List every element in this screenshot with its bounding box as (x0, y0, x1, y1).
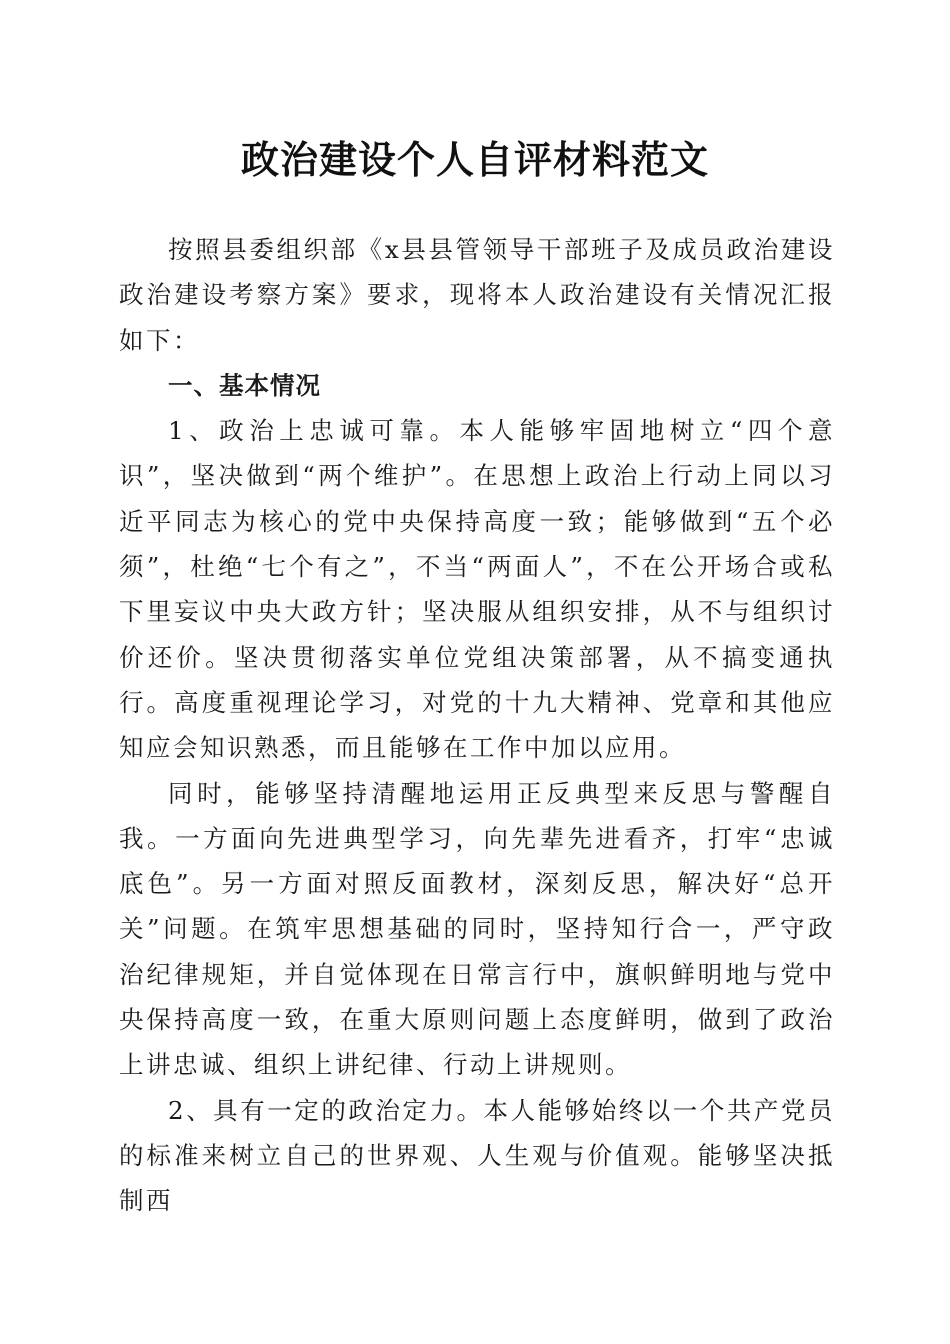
paragraph-political-loyalty: 1、政治上忠诚可靠。本人能够牢固地树立“四个意识”，坚决做到“两个维护”。在思想上政治上行动上同以习近平同志为核心的党中央保持高度一致；能够做到“五个必须”，杜绝“七个有之”，不当“两面人”，不在公开场合或私下里妄议中央大政方针；坚决服从组织安排，从不与组织讨价还价。坚决贯彻落实单位党组决策部署，从不搞变通执行。高度重视理论学习，对党的十九大精神、党章和其他应知应会知识熟悉，而且能够在工作中加以应用。 (119, 416, 835, 763)
intro-paragraph: 按照县委组织部《x县县管领导干部班子及成员政治建设政治建设考察方案》要求，现将本人政治建设有关情况汇报如下： (119, 235, 835, 355)
section-heading-basic-situation: 一、基本情况 (168, 370, 321, 400)
paragraph-self-reflection: 同时，能够坚持清醒地运用正反典型来反思与警醒自我。一方面向先进典型学习，向先辈先进看齐，打牢“忠诚底色”。另一方面对照反面教材，深刻反思，解决好“总开关”问题。在筑牢思想基础的同时，坚持知行合一，严守政治纪律规矩，并自觉体现在日常言行中，旗帜鲜明地与党中央保持高度一致，在重大原则问题上态度鲜明，做到了政治上讲忠诚、组织上讲纪律、行动上讲规则。 (119, 778, 835, 1080)
paragraph-political-determination: 2、具有一定的政治定力。本人能够始终以一个共产党员的标准来树立自己的世界观、人生观与价值观。能够坚决抵制西 (119, 1095, 835, 1216)
document-title: 政治建设个人自评材料范文 (240, 137, 709, 182)
document-body (119, 227, 835, 1224)
